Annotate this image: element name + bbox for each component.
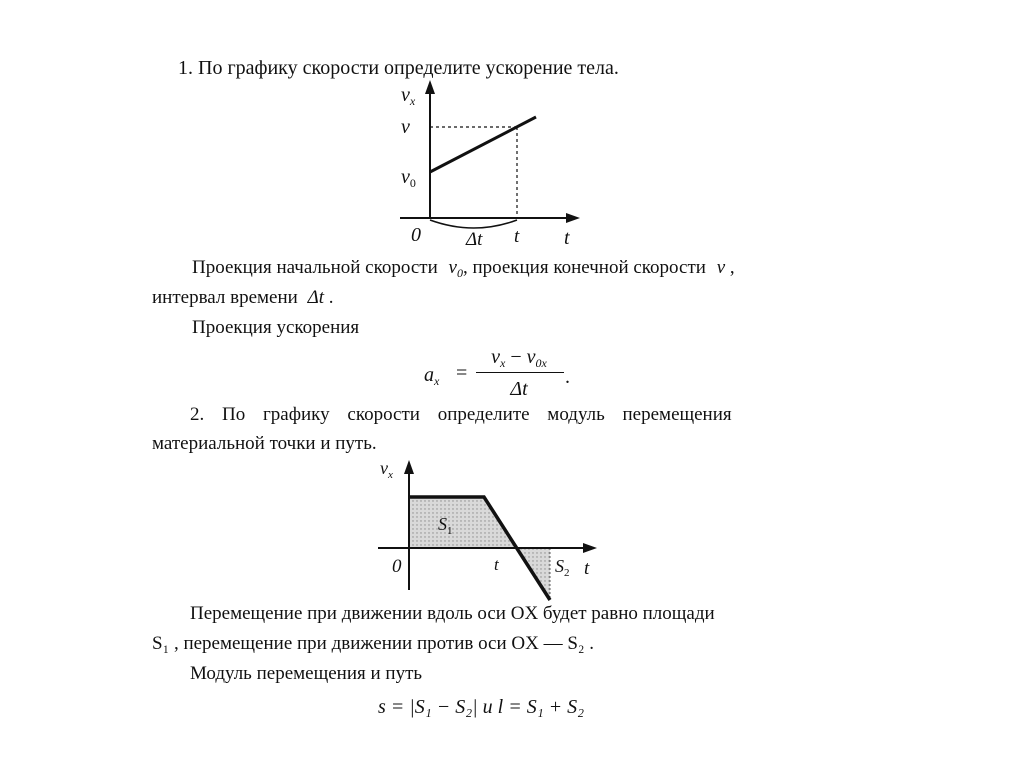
- problem2-title-line2: материальной точки и путь.: [152, 433, 377, 454]
- g1-dt-label: Δt: [466, 229, 483, 250]
- g2-t-tick-label: t: [494, 555, 499, 574]
- g2-y-axis-label: $v_x$: [380, 458, 393, 481]
- p1-formula: $a_x$ = $v_x - v_{0x}$ Δt .: [424, 346, 570, 400]
- p2-text-line2: S₁ , перемещение при движении против оси OX — S₂ .: [152, 633, 595, 654]
- g1-y-axis-label: $v_x$: [401, 84, 416, 108]
- g1-v0-label: $v_0$: [401, 166, 416, 190]
- g1-t-tick-label: t: [514, 226, 520, 247]
- g1-x-axis-label: t: [564, 227, 570, 249]
- p2-text-line1: Перемещение при движении вдоль оси OX будет равно площади: [190, 603, 715, 624]
- p1-text-line1: Проекция начальной скорости $v_0$, проекция конечной скорости v ,: [192, 257, 735, 280]
- g2-origin-label: 0: [392, 556, 402, 577]
- g1-origin-label: 0: [411, 224, 421, 246]
- p2-formula: s = |S₁ − S₂| и l = S₁ + S₂: [378, 696, 585, 718]
- p1-accel-heading: Проекция ускорения: [192, 317, 360, 338]
- p2-heading: Модуль перемещения и путь: [190, 663, 423, 684]
- g2-x-axis-label: t: [584, 558, 590, 579]
- problem1-title: 1. По графику скорости определите ускорение тела.: [178, 57, 619, 79]
- g2-s1-label: $S_1$: [438, 514, 453, 537]
- g2-s2-label: $S_2$: [555, 556, 570, 579]
- problem2-title-line1: 2. По графику скорости определите модуль перемещения: [190, 404, 732, 425]
- p1-text-line2: интервал времени Δt .: [152, 287, 334, 308]
- g1-v-label: v: [401, 116, 410, 138]
